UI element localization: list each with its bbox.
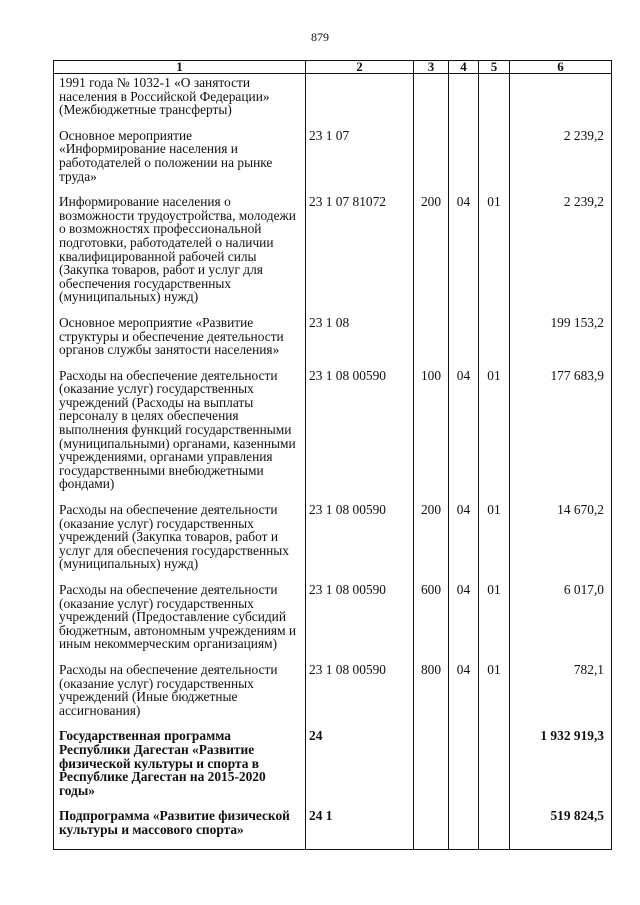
item-code: 23 1 08 00590	[306, 663, 414, 729]
table-row	[54, 369, 612, 503]
item-code: 23 1 07	[306, 129, 414, 195]
item-vr	[414, 729, 449, 809]
header-col-1: 1	[54, 61, 306, 74]
item-pr: 01	[479, 195, 510, 316]
item-sum: 519 824,5	[510, 809, 612, 849]
item-rz: 04	[449, 369, 479, 503]
header-col-5: 5	[479, 61, 510, 74]
item-rz	[449, 74, 479, 129]
item-code: 23 1 08 00590	[306, 583, 414, 663]
header-col-3: 3	[414, 61, 449, 74]
item-code	[306, 74, 414, 129]
item-pr: 01	[479, 503, 510, 583]
item-rz: 04	[449, 195, 479, 316]
item-rz: 04	[449, 503, 479, 583]
item-name: Расходы на обеспечение деятельности (оказание услуг) государственных учреждений (Предоставление субсидий бюджетным, автономным учреждениям и иным некоммерческим организациям)	[54, 583, 306, 663]
item-code: 24	[306, 729, 414, 809]
item-pr: 01	[479, 583, 510, 663]
item-sum: 199 153,2	[510, 316, 612, 369]
item-code: 23 1 08 00590	[306, 369, 414, 503]
table-row	[54, 316, 612, 369]
item-pr: 01	[479, 369, 510, 503]
header-col-6: 6	[510, 61, 612, 74]
item-code: 24 1	[306, 809, 414, 849]
item-pr: 01	[479, 663, 510, 729]
item-name: Основное мероприятие «Развитие структуры и обеспечение деятельности органов службы занятости населения»	[54, 316, 306, 369]
page-number: 879	[311, 30, 329, 44]
header-col-2: 2	[306, 61, 414, 74]
item-name: Расходы на обеспечение деятельности (оказание услуг) государственных учреждений (Расходы на выплаты персоналу в целях обеспечения выполнения функций государственными (муниципальными) органами, казенными учреждениями, органами управления государственными внебюджетными фондами)	[54, 369, 306, 503]
item-sum: 6 017,0	[510, 583, 612, 663]
table-row	[54, 729, 612, 809]
item-sum	[510, 74, 612, 129]
item-sum: 2 239,2	[510, 195, 612, 316]
item-sum: 2 239,2	[510, 129, 612, 195]
table-row	[54, 195, 612, 316]
item-sum: 177 683,9	[510, 369, 612, 503]
item-name: Государственная программа Республики Дагестан «Развитие физической культуры и спорта в Республике Дагестан на 2015-2020 годы»	[54, 729, 306, 809]
item-vr	[414, 316, 449, 369]
table-row	[54, 74, 612, 129]
item-code: 23 1 08 00590	[306, 503, 414, 583]
item-sum: 1 932 919,3	[510, 729, 612, 809]
item-rz	[449, 129, 479, 195]
table-row	[54, 503, 612, 583]
item-rz: 04	[449, 583, 479, 663]
item-pr	[479, 809, 510, 849]
item-name: Расходы на обеспечение деятельности (оказание услуг) государственных учреждений (Закупка товаров, работ и услуг для обеспечения государственных (муниципальных) нужд)	[54, 503, 306, 583]
item-name: Расходы на обеспечение деятельности (оказание услуг) государственных учреждений (Иные бюджетные ассигнования)	[54, 663, 306, 729]
header-col-4: 4	[449, 61, 479, 74]
item-rz	[449, 729, 479, 809]
item-vr: 200	[414, 195, 449, 316]
item-name: Информирование населения о возможности трудоустройства, молодежи о возможностях профессиональной подготовки, работодателей о наличии квалифицированной рабочей силы (Закупка товаров, работ и услуг для обеспечения государственных (муниципальных) нужд)	[54, 195, 306, 316]
header-row	[54, 61, 612, 74]
item-vr: 600	[414, 583, 449, 663]
item-name: Подпрограмма «Развитие физической культуры и массового спорта»	[54, 809, 306, 849]
budget-table	[53, 60, 612, 850]
item-sum: 14 670,2	[510, 503, 612, 583]
item-vr	[414, 129, 449, 195]
table-row	[54, 663, 612, 729]
item-code: 23 1 08	[306, 316, 414, 369]
table-row	[54, 583, 612, 663]
item-rz	[449, 809, 479, 849]
item-pr	[479, 729, 510, 809]
item-vr	[414, 809, 449, 849]
item-code: 23 1 07 81072	[306, 195, 414, 316]
item-sum: 782,1	[510, 663, 612, 729]
item-vr	[414, 74, 449, 129]
item-vr: 800	[414, 663, 449, 729]
item-name: Основное мероприятие «Информирование населения и работодателей о положении на рынке труда»	[54, 129, 306, 195]
item-rz: 04	[449, 663, 479, 729]
item-pr	[479, 129, 510, 195]
item-vr: 100	[414, 369, 449, 503]
item-name: 1991 года № 1032-1 «О занятости населения в Российской Федерации» (Межбюджетные трансферты)	[54, 74, 306, 129]
item-vr: 200	[414, 503, 449, 583]
table-row	[54, 129, 612, 195]
table-row	[54, 809, 612, 849]
item-pr	[479, 316, 510, 369]
item-pr	[479, 74, 510, 129]
item-rz	[449, 316, 479, 369]
